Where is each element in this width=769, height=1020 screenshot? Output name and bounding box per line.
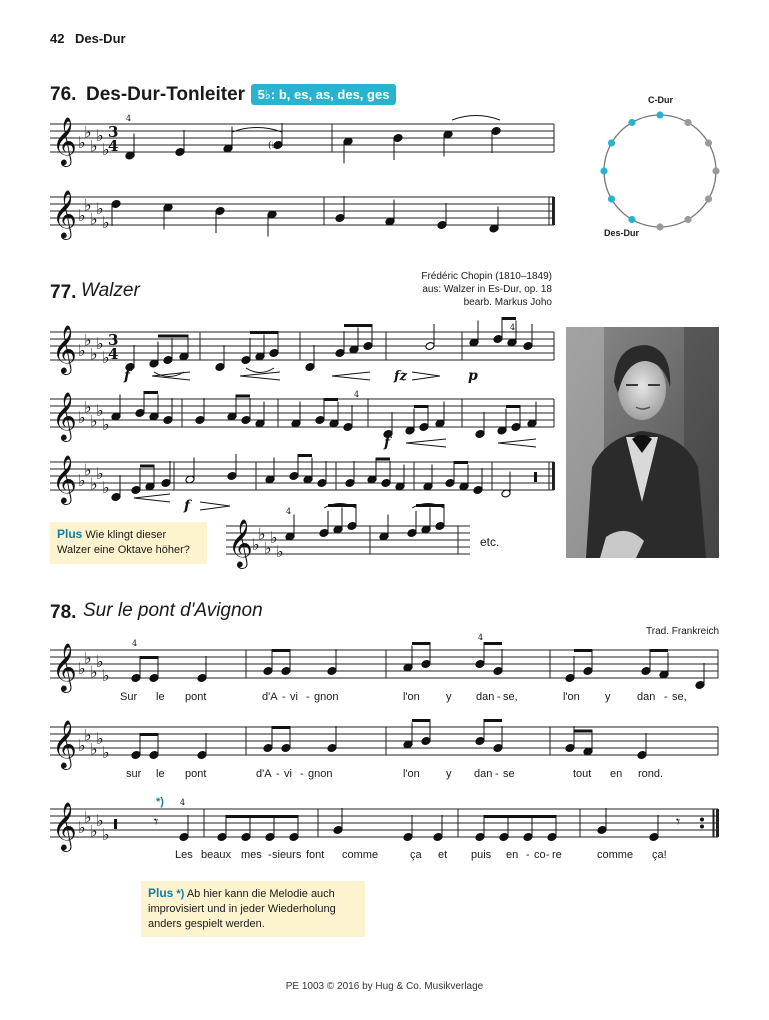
staff-78-line-1	[50, 633, 720, 696]
treble-clef: 𝄞	[52, 391, 77, 440]
flat-sign: ♭	[102, 666, 110, 685]
eighth-rest: 𝄾	[154, 812, 159, 831]
lyric-syllable: et	[438, 849, 448, 861]
circle-of-fifths-dot	[656, 223, 663, 230]
flat-sign: ♭	[84, 195, 92, 215]
lyric-syllable: pont	[185, 691, 207, 703]
fingering: 4	[286, 507, 292, 516]
staff-77-line-2	[50, 385, 556, 453]
time-signature-top: 3	[108, 123, 119, 141]
flat-sign: ♭	[90, 411, 98, 431]
cautionary-flat: (♭)	[268, 141, 280, 151]
lyric-syllable: mes	[241, 849, 262, 861]
lyrics-line-3	[0, 849, 769, 865]
circle-of-fifths-dot	[628, 119, 635, 126]
flat-sign: ♭	[90, 344, 98, 364]
lyric-syllable: l'on	[403, 768, 420, 780]
flat-sign: ♭	[96, 199, 104, 218]
lyrics-line-2	[0, 768, 769, 784]
lyric-syllable: -	[664, 691, 668, 703]
plus-text: Ab hier kann die Melodie auch improvisiert und in jeder Wiederholung anders gespielt werden.	[148, 888, 336, 930]
treble-clef: 𝄞	[52, 642, 77, 691]
circle-of-fifths-dot	[705, 139, 712, 146]
flat-sign: ♭	[102, 825, 110, 844]
fingering: 4	[132, 639, 138, 648]
beam	[298, 454, 312, 457]
beam	[140, 733, 158, 736]
eighth-rest: 𝄾	[676, 812, 681, 831]
flat-sign: ♭	[264, 538, 272, 558]
beam	[574, 649, 592, 652]
lyric-syllable: Sur	[120, 691, 138, 703]
key-signature-badge: 5♭: b, es, as, des, ges	[251, 84, 396, 105]
dynamic-forte: f	[384, 435, 391, 451]
plus-hint-78	[141, 881, 365, 937]
beam	[144, 391, 158, 394]
lyric-syllable: font	[306, 849, 325, 861]
flat-sign: ♭	[90, 662, 98, 682]
flat-sign: ♭	[102, 415, 110, 434]
lyric-syllable: le	[156, 768, 165, 780]
dynamic-forte: f	[124, 368, 131, 384]
circle-of-fifths-dot	[656, 111, 663, 118]
beam	[272, 649, 290, 652]
beam	[484, 815, 556, 818]
page-number: 42	[50, 31, 65, 46]
lyric-syllable: en	[610, 768, 623, 780]
flat-sign: ♭	[90, 474, 98, 494]
trad-credit: Trad. Frankreich	[646, 626, 719, 637]
lyric-syllable: -	[526, 849, 530, 861]
flat-sign: ♭	[84, 725, 92, 745]
treble-clef: 𝄞	[52, 801, 77, 850]
flat-sign: ♭	[78, 818, 86, 837]
beam	[140, 465, 154, 468]
lyrics-line-1	[0, 691, 769, 707]
beam	[344, 324, 372, 327]
etc-label: etc.	[480, 535, 500, 549]
lyric-syllable: d'A	[262, 691, 278, 703]
circle-of-fifths-dot	[684, 119, 691, 126]
exercise-title-76: Des-Dur-Tonleiter	[86, 84, 246, 105]
arranger: bearb. Markus Joho	[463, 297, 552, 308]
plus-footnote-mark: *)	[176, 888, 185, 900]
dynamic-forte: f	[184, 498, 191, 514]
lyric-syllable: l'on	[403, 691, 420, 703]
plus-keyword: Plus	[148, 886, 174, 900]
time-signature-top: 3	[108, 331, 119, 349]
lyric-syllable: dan	[476, 691, 495, 703]
lyric-syllable: gnon	[314, 691, 339, 703]
treble-clef: 𝄞	[228, 518, 253, 567]
lyric-syllable: pont	[185, 768, 207, 780]
staff-77-line-1	[50, 318, 556, 386]
dynamic-piano: p	[468, 368, 478, 384]
lyric-syllable: y	[605, 691, 611, 703]
flat-sign: ♭	[102, 348, 110, 367]
fingering: 4	[180, 798, 186, 807]
fingering: 4	[354, 390, 360, 399]
plus-text: Wie klingt dieser Walzer eine Oktave höher?	[57, 529, 190, 556]
flat-sign: ♭	[252, 535, 260, 554]
repeat-dot	[700, 825, 704, 829]
composer-portrait	[566, 327, 719, 558]
flat-sign: ♭	[96, 729, 104, 748]
lyric-syllable: sieurs	[272, 849, 302, 861]
crescendo-hairpin	[406, 439, 446, 447]
flat-sign: ♭	[96, 811, 104, 830]
fingering: 4	[478, 633, 484, 642]
circle-of-fifths-dot	[600, 167, 607, 174]
treble-clef: 𝄞	[52, 454, 77, 503]
beam	[376, 458, 390, 461]
crescendo-hairpin	[332, 372, 370, 380]
lyric-syllable: se,	[672, 691, 687, 703]
dynamic-forzando: fz	[394, 369, 407, 384]
fingering: 4	[510, 323, 516, 332]
beam	[324, 398, 338, 401]
lyric-syllable: -	[300, 768, 304, 780]
flat-sign: ♭	[78, 408, 86, 427]
repeat-dot	[700, 818, 704, 822]
beam	[250, 331, 278, 334]
lyric-syllable: dan	[637, 691, 656, 703]
flat-sign: ♭	[96, 464, 104, 483]
lyric-syllable: beaux	[201, 849, 231, 861]
beam	[412, 719, 430, 722]
beam	[574, 730, 592, 733]
beam	[412, 642, 430, 645]
diminuendo-hairpin	[200, 502, 230, 510]
treble-clef: 𝄞	[52, 189, 77, 238]
staff-78-line-3	[50, 795, 720, 855]
quarter-rest	[114, 819, 117, 829]
beam	[484, 719, 502, 722]
slur	[452, 116, 500, 121]
exercise-number-77: 77.	[50, 282, 77, 303]
lyric-syllable: ça	[410, 849, 422, 861]
lyric-syllable: tout	[573, 768, 592, 780]
circle-of-fifths-dot	[712, 167, 719, 174]
lyric-syllable: re	[552, 849, 562, 861]
beam	[650, 649, 668, 652]
flat-sign: ♭	[102, 140, 110, 159]
time-signature-bottom: 4	[108, 345, 119, 363]
circle-of-fifths-dot	[628, 216, 635, 223]
crescendo-hairpin	[240, 372, 280, 380]
treble-clef: 𝄞	[52, 116, 77, 165]
copyright-footer: PE 1003 © 2016 by Hug & Co. Musikverlage	[285, 981, 484, 992]
beam	[226, 815, 298, 818]
circle-of-fifths	[596, 108, 726, 236]
exercise-number-78: 78.	[50, 602, 77, 623]
lyric-syllable: co	[534, 849, 546, 861]
beam	[414, 405, 428, 408]
flat-sign: ♭	[90, 209, 98, 229]
final-barline-thick	[716, 809, 719, 837]
flat-sign: ♭	[84, 648, 92, 668]
lyric-syllable: -	[268, 849, 272, 861]
composer-name: Frédéric Chopin (1810–1849)	[421, 271, 552, 282]
lyric-syllable: en	[506, 849, 519, 861]
lyric-syllable: dan	[474, 768, 493, 780]
final-barline-thick	[552, 462, 555, 490]
circle-label-des-dur: Des-Dur	[604, 228, 640, 238]
beam	[502, 317, 516, 320]
lyric-syllable: vi	[284, 768, 292, 780]
beam	[140, 656, 158, 659]
flat-sign: ♭	[84, 122, 92, 142]
crescendo-hairpin	[498, 439, 536, 447]
flat-sign: ♭	[96, 334, 104, 353]
flat-sign: ♭	[258, 524, 266, 544]
lyric-syllable: -	[306, 691, 310, 703]
lyric-syllable: y	[446, 691, 452, 703]
beam	[272, 726, 290, 729]
flat-sign: ♭	[84, 807, 92, 827]
lyric-syllable: -	[497, 691, 501, 703]
beam	[236, 395, 250, 398]
flat-sign: ♭	[270, 528, 278, 547]
flat-sign: ♭	[102, 213, 110, 232]
lyric-syllable: l'on	[563, 691, 580, 703]
flat-sign: ♭	[84, 330, 92, 350]
exercise-title-77: Walzer	[81, 280, 140, 301]
flat-sign: ♭	[78, 206, 86, 225]
exercise-title-78: Sur le pont d'Avignon	[83, 600, 263, 621]
treble-clef: 𝄞	[52, 324, 77, 373]
lyric-syllable: se	[503, 768, 515, 780]
beam	[158, 335, 188, 338]
flat-sign: ♭	[90, 136, 98, 156]
lyric-syllable: rond.	[638, 768, 664, 780]
lyric-syllable: y	[446, 768, 452, 780]
exercise-number-76: 76.	[50, 84, 77, 105]
flat-sign: ♭	[276, 542, 284, 561]
crescendo-hairpin	[134, 494, 170, 502]
lyric-syllable: comme	[342, 849, 379, 861]
plus-hint-77	[50, 522, 207, 564]
fingering: 4	[126, 114, 132, 123]
lyric-syllable: Les	[175, 849, 193, 861]
plus-keyword: Plus	[57, 527, 83, 541]
lyric-syllable: -	[546, 849, 550, 861]
composer-credit	[421, 270, 552, 309]
lyric-syllable: vi	[290, 691, 298, 703]
lyric-syllable: comme	[597, 849, 634, 861]
lyric-syllable: le	[156, 691, 165, 703]
circle-of-fifths-dot	[608, 139, 615, 146]
source-work: aus: Walzer in Es-Dur, op. 18	[422, 284, 552, 295]
flat-sign: ♭	[84, 397, 92, 417]
lyric-syllable: -	[495, 768, 499, 780]
lyric-syllable: se,	[503, 691, 518, 703]
circle-label-c-dur: C-Dur	[648, 95, 673, 105]
lyric-syllable: gnon	[308, 768, 333, 780]
flat-sign: ♭	[78, 736, 86, 755]
flat-sign: ♭	[96, 401, 104, 420]
staff-77-line-3	[50, 448, 556, 514]
diminuendo-hairpin	[412, 372, 440, 380]
flat-sign: ♭	[96, 652, 104, 671]
flat-sign: ♭	[90, 739, 98, 759]
flat-sign: ♭	[78, 341, 86, 360]
footnote-mark: *)	[156, 796, 164, 808]
treble-clef: 𝄞	[52, 719, 77, 768]
time-signature-bottom: 4	[108, 137, 119, 155]
flat-sign: ♭	[78, 471, 86, 490]
beam	[484, 642, 502, 645]
beam	[454, 461, 468, 464]
staff-77-octave-example	[226, 507, 476, 572]
staff-76-line-2	[50, 183, 556, 243]
flat-sign: ♭	[90, 821, 98, 841]
lyric-syllable: -	[282, 691, 286, 703]
final-barline-thick	[552, 197, 555, 225]
chapter-title: Des-Dur	[75, 31, 126, 46]
flat-sign: ♭	[78, 133, 86, 152]
lyric-syllable: ça!	[652, 849, 667, 861]
quarter-rest	[534, 472, 537, 482]
beam	[506, 405, 520, 408]
staff-78-line-2	[50, 713, 720, 773]
staff-76-line-1	[50, 110, 556, 170]
flat-sign: ♭	[96, 126, 104, 145]
slur	[246, 368, 274, 373]
flat-sign: ♭	[102, 743, 110, 762]
lyric-syllable: -	[276, 768, 280, 780]
flat-sign: ♭	[84, 460, 92, 480]
lyric-syllable: puis	[471, 849, 492, 861]
circle-of-fifths-dot	[705, 195, 712, 202]
lyric-syllable: d'A	[256, 768, 272, 780]
flat-sign: ♭	[78, 659, 86, 678]
circle-of-fifths-dot	[684, 216, 691, 223]
circle-of-fifths-dot	[608, 195, 615, 202]
flat-sign: ♭	[102, 478, 110, 497]
lyric-syllable: sur	[126, 768, 142, 780]
